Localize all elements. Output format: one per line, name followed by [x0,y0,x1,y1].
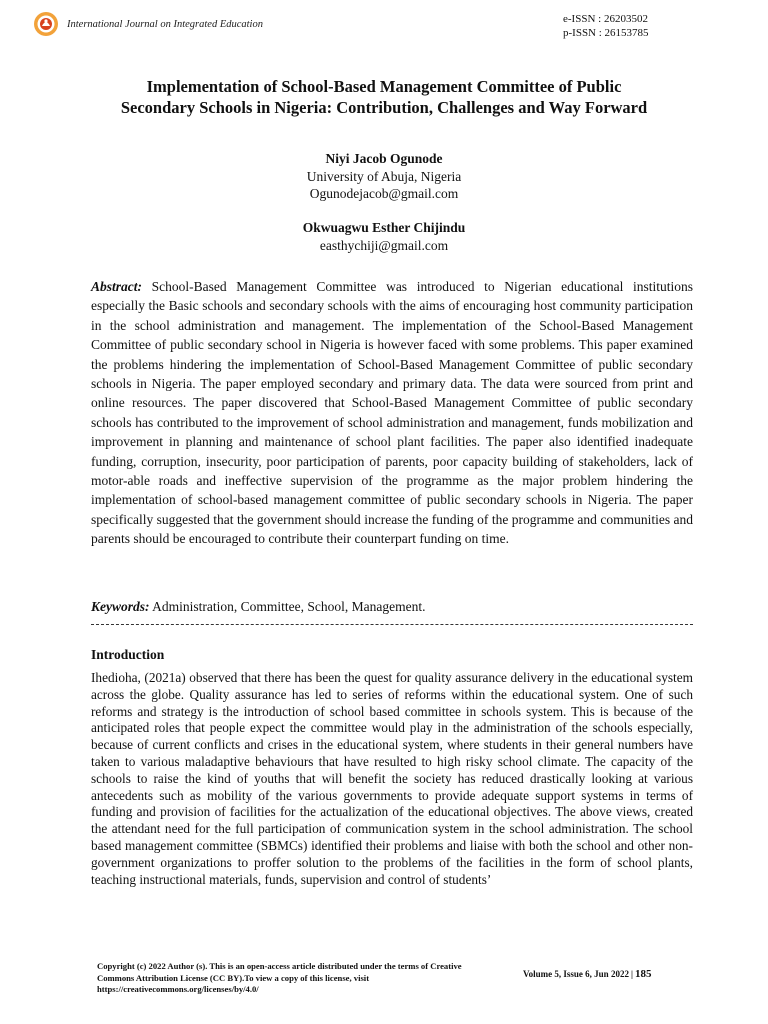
footer-separator: | [630,969,633,979]
paper-title-line-2: Secondary Schools in Nigeria: Contribution, Challenges and Way Forward [120,98,648,117]
introduction-heading: Introduction [91,647,165,662]
author-name: Niyi Jacob Ogunode [325,151,443,166]
journal-name: International Journal on Integrated Education [67,19,263,30]
p-issn: p-ISSN : 26153785 [563,27,649,39]
abstract-text: School-Based Management Committee was introduced to Nigerian educational institutions especially the Basic schools and secondary schools with the aims of encouraging host community participation in the school administration and management. The implementation of the School-Based Management Committee of public secondary school in Nigeria is however faced with some problems. This paper examined the problems hindering the implementation of School-Based Management Committee of public secondary schools in Nigeria. The paper employed secondary and primary data. The data were sourced from print and online resources. The paper discovered that School-Based Management Committee of public secondary schools has contributed to the improvement of school administration and management, funds mobilization and improvement in planning and maintenance of school plant facilities. The paper also identified inadequate funding, corruption, insecurity, poor participation of parents, poor capacity building of stakeholders, lack of motor-able roads and ineffective supervision of the programme as the major problem hindering the implementation of school-based management committee of public secondary schools in Nigeria. The paper specifically suggested that the government should increase the funding of the programme and communities and parents should be encouraged to contribute their counterpart funding on time. [91,279,693,547]
issn-block [563,12,649,40]
e-issn: e-ISSN : 26203502 [563,13,648,25]
keywords-text: Administration, Committee, School, Management. [152,599,426,614]
copyright-notice: Copyright (c) 2022 Author (s). This is an open-access article distributed under the terms of Creative Commons Attribution License (CC BY).To view a copy of this license, visit https://creativecommons.org/licenses/by/4.0/ [97,961,462,994]
abstract-label: Abstract: [91,279,143,294]
author-block-2 [0,219,768,254]
section-divider [91,624,693,625]
keywords [91,597,693,616]
page-number: 185 [634,968,652,980]
author-email[interactable]: easthychiji@gmail.com [319,237,449,253]
author-email[interactable]: Ogunodejacob@gmail.com [309,186,459,201]
author-block-1 [0,150,768,203]
introduction-body: Ihedioha, (2021a) observed that there has been the quest for quality assurance delivery in the educational system across the globe. Quality assurance has led to series of reforms within the educational system. One of such reforms and strategy is the introduction of school based committee in schools system. This is because of the anticipated roles that people expect the committee would play in the administration of the schools especially, because of current conflicts and crises in the educational system, where students in their general numbers have taken to various maladaptive behaviours that have resulted to high risky school climate. The capacity of the schools to raise the kind of youths that will benefit the society has reduced drastically looking at various antecedents such as mobility of the various governments to provide adequate support systems in terms of funding and provision of facilities for the actualization of the educational objectives. The above views, created the attendant need for the full participation of communication system in the school administration. The school based management committee (SBMCs) identified their problems and liaise with both the school and other non-government organizations to proffer solution to the problems of the facilities in the form of school plants, teaching instructional materials, funds, supervision and control of students’ [91,670,693,887]
keywords-label: Keywords: [91,599,150,614]
volume-issue: Volume 5, Issue 6, Jun 2022 [523,969,629,979]
journal-logo-icon [33,11,59,37]
author-affiliation: University of Abuja, Nigeria [306,168,462,184]
volume-info [523,968,651,980]
paper-title-line-1: Implementation of School-Based Management Committee of Public [146,77,622,96]
abstract [91,277,693,549]
paper-title [60,76,708,118]
author-name: Okwuagwu Esther Chijindu [302,220,466,235]
